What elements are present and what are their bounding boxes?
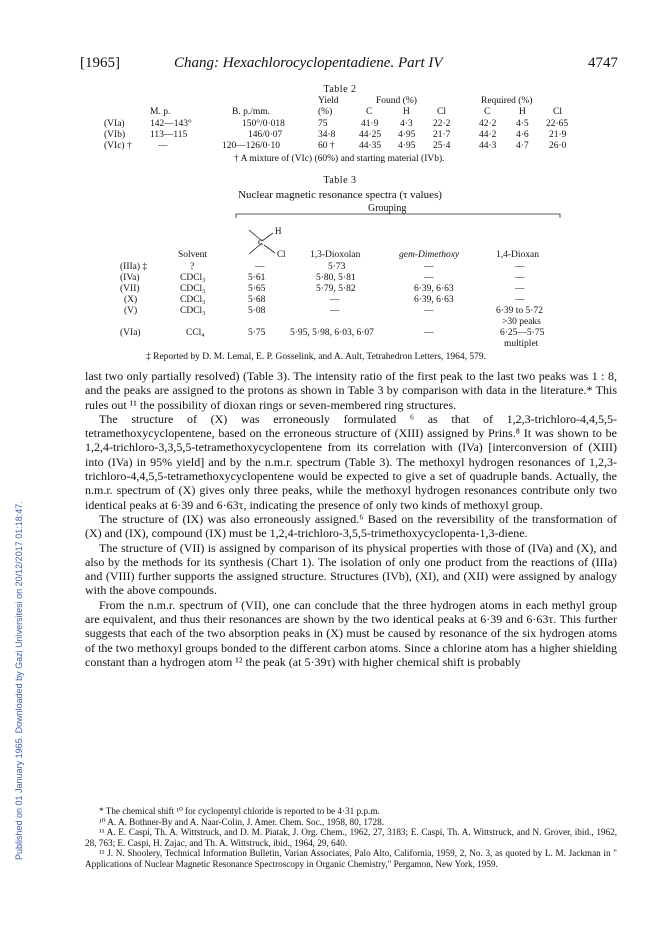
table3-row1-dioxolan: 5·73 [328, 262, 346, 272]
table2-row1-found-h: 4·3 [400, 119, 413, 129]
table3-row3-gem: 6·39, 6·63 [414, 284, 454, 294]
table2-row1-found-c: 41·9 [361, 119, 379, 129]
table2-row3-compound: (VIc) † [104, 141, 132, 151]
table3-row1-compound: (IIIa) ‡ [120, 262, 148, 272]
table2-head-req-c: C [484, 107, 491, 117]
table2-head-required: Required (%) [481, 96, 533, 106]
table3-row2-dioxolan: 5·80, 5·81 [316, 273, 356, 283]
table3-row5-dioxolan: — [330, 306, 340, 316]
table2-row2-compound: (VIb) [104, 130, 126, 140]
table3-row5-dioxan: 6·39 to 5·72 [496, 306, 543, 316]
table3-row6-gem: — [424, 328, 434, 338]
table2-row3-bp: 120—126/0·10 [222, 141, 281, 151]
table2-row2-found-c: 44·25 [359, 130, 382, 140]
table2-row3-found-c: 44·35 [359, 141, 382, 151]
header-year: [1965] [80, 55, 120, 71]
table3-struct-h: H [275, 226, 282, 236]
table3-row2-solvent: CDCl₃ [180, 273, 206, 283]
table2-row1-found-cl: 22·2 [433, 119, 451, 129]
table3-struct-c: C [258, 238, 264, 247]
table2-row1-req-cl: 22·65 [546, 119, 569, 129]
table2-head-found-h: H [403, 107, 410, 117]
table3-footnote: ‡ Reported by D. M. Lemal, E. P. Gosselink, and A. Ault, Tetrahedron Letters, 1964, 579. [146, 352, 487, 362]
table3-head-solvent: Solvent [178, 250, 208, 260]
table2-row2-req-cl: 21·9 [549, 130, 567, 140]
footnotes [85, 806, 617, 870]
table2-row2-mp: 113—115 [150, 130, 188, 140]
table3-row4-gem: 6·39, 6·63 [414, 295, 454, 305]
table2-row2-found-h: 4·95 [398, 130, 416, 140]
table2-title: Table 2 [323, 84, 357, 95]
table2-head-found-cl: Cl [437, 107, 446, 117]
table3-row5-ch: 5·08 [248, 306, 266, 316]
table2-row3-req-c: 44·3 [479, 141, 497, 151]
table2-row3-mp: — [158, 141, 168, 151]
table3-grouping-brace [236, 214, 560, 218]
table2-row1-req-c: 42·2 [479, 119, 497, 129]
table3-row6-dioxan: 6·25—5·75 [500, 328, 545, 338]
table3-row6-dioxan-note: multiplet [504, 339, 539, 349]
table2-row2-bp: 146/0·07 [248, 130, 283, 140]
table2-row1-mp: 142—143° [150, 119, 192, 129]
table3-row6-ch: 5·75 [248, 328, 266, 338]
table2-row3-req-h: 4·7 [516, 141, 529, 151]
table3-subtitle: Nuclear magnetic resonance spectra (τ values) [238, 189, 442, 201]
table3-row6-dioxolan: 5·95, 5·98, 6·03, 6·07 [290, 328, 374, 338]
table3-struct-bond-2 [262, 233, 273, 241]
table3-row4-dioxan: — [515, 295, 525, 305]
table3-head-dioxan: 1,4-Dioxan [496, 250, 540, 260]
paragraph-5: From the n.m.r. spectrum of (VII), one can conclude that the three hydrogen atoms in each methyl group are equivalent, and thus their resonances are shown by the two identical peaks at 6·39 and 6·63τ. This further suggests that each of the two absorption peaks in (X) must be caused by resonance of the six hydrogen atoms of the two methoxyl groups bonded to the different carbon atoms. Since a chlorine atom has a higher shielding constant than a hydrogen atom ¹² the peak (at 5·39τ) with higher chemical shift is probably [85, 597, 617, 669]
table3-row1-gem: — [424, 262, 434, 272]
table3-row2-gem: — [424, 273, 434, 283]
table2-row3-yield: 60 † [318, 141, 335, 151]
footnote-10: ¹⁰ A. A. Bothner-By and A. Naar-Colin, J. Amer. Chem. Soc., 1958, 80, 1728. [99, 816, 384, 827]
table2-head-found-c: C [366, 107, 373, 117]
table2-row2-req-c: 44·2 [479, 130, 497, 140]
table3-row1-ch: — [255, 262, 265, 272]
body-text [85, 369, 617, 669]
table2-head-yield-unit: (%) [318, 107, 333, 117]
table2-row3-found-h: 4·95 [398, 141, 416, 151]
table3-row4-dioxolan: — [330, 295, 340, 305]
table2-row1-bp: 150°/0·018 [242, 119, 285, 129]
table3-row3-solvent: CDCl₃ [180, 284, 206, 294]
table3-row2-compound: (IVa) [120, 273, 140, 283]
paragraph-4: The structure of (VII) is assigned by comparison of its physical properties with those of (IVa) and (X), and also by the methods for its synthesis (Chart 1). The isolation of only one product from the reactions of (IIIa) and (VIII) further supports the assigned structure. Structures (IVb), (XI), and (XII) were assigned by analogy with the above compounds. [85, 540, 617, 598]
table3-row4-ch: 5·68 [248, 295, 266, 305]
table3-row6-compound: (VIa) [120, 328, 141, 338]
table2-row1-req-h: 4·5 [516, 119, 529, 129]
table3-row3-dioxan: — [515, 284, 525, 294]
table3-struct-cl: Cl [277, 249, 286, 259]
paragraph-2: The structure of (X) was erroneously formulated ⁶ as that of 1,2,3-trichloro-4,4,5,5-tetramethoxycyclopentene, based on the erroneous structure of (XIII) assigned by Prins.⁸ It was shown to be 1,2,4-trichloro-3,3,5,5-tetramethoxycyclopentene from its correlation with (IVa) [interconversion of (XIII) into (IVa) in 95% yield] and by the n.m.r. spectrum (Table 3). The methoxyl hydrogen resonances of 1,2,3-trichloro-4,4,5,5-tetramethoxycyclopentene would be expected to give a set of quadruple bands. Actually, the n.m.r. spectrum of (X) gives only three peaks, while the methoxyl hydrogen resonances contribute only two identical peaks at 6·39 and 6·63τ, indicating the presence of only two kinds of methoxyl group. [85, 411, 617, 512]
table3-grouping: Grouping [368, 203, 407, 214]
table3-title: Table 3 [323, 175, 357, 186]
header-page-number: 4747 [588, 55, 618, 71]
table3-row1-dioxan: — [515, 262, 525, 272]
table2-row1-compound: (VIa) [104, 119, 125, 129]
table3-row3-ch: 5·65 [248, 284, 266, 294]
table2-row2-yield: 34·8 [318, 130, 336, 140]
table2-head-mp: M. p. [150, 107, 171, 117]
download-watermark-text: Published on 01 January 1965. Downloaded by Gazi Universitesi on 20/12/2017 01:18:47. [14, 501, 24, 860]
table2-row1-yield: 75 [318, 119, 328, 129]
table2-row3-found-cl: 25·4 [433, 141, 451, 151]
table2-head-yield: Yield [318, 96, 339, 106]
paragraph-3: The structure of (IX) was also erroneously assigned.⁶ Based on the reversibility of the transformation of (X) and (IX), compound (IX) must be 1,2,4-trichloro-3,5,5-trimethoxycyclopenta-1,3-diene. [85, 511, 617, 541]
table2-head-req-h: H [519, 107, 526, 117]
table3-row1-solvent: ? [190, 262, 195, 272]
table3-row5-dioxan-note: >30 peaks [502, 317, 541, 327]
footnote-12: ¹² J. N. Shoolery, Technical Information Bulletin, Varian Associates, Palo Alto, California, 1959, 2, No. 3, as quoted by L. M. Jackman in " Applications of Nuclear Magnetic Resonance Spectroscopy in Organic Chemistry," Pergamon, New York, 1959. [85, 848, 617, 869]
table3-row4-compound: (X) [124, 295, 138, 305]
table3-head-gem-dimethoxy: gem-Dimethoxy [399, 250, 460, 260]
table3-row2-dioxan: — [515, 273, 525, 283]
table2-row2-found-cl: 21·7 [433, 130, 451, 140]
footnote-star: * The chemical shift ¹⁰ for cyclopentyl chloride is reported to be 4·31 p.p.m. [99, 806, 380, 816]
table3-row5-solvent: CDCl₃ [180, 306, 206, 316]
table2-row3-req-cl: 26·0 [549, 141, 567, 151]
table3-row4-solvent: CDCl₃ [180, 295, 206, 305]
footnote-11: ¹¹ A. E. Caspi, Th. A. Wittstruck, and D. M. Piatak, J. Org. Chem., 1962, 27, 3183; E. Caspi, Th. A. Wittstruck, and N. Grover, ibid., 1962, 28, 763; E. Caspi, H. Zajac, and Th. A. Wittstruck, ibid., 1964, 29, 640. [85, 827, 617, 848]
table3-head-dioxolan: 1,3-Dioxolan [310, 250, 361, 260]
table3-row6-solvent: CCl₄ [186, 328, 205, 338]
table2-footnote: † A mixture of (VIc) (60%) and starting material (IVb). [234, 154, 445, 164]
table3-row3-dioxolan: 5·79, 5·82 [316, 284, 356, 294]
paragraph-1: last two only partially resolved) (Table 3). The intensity ratio of the first peak to the last two peaks was 1 : 8, and the peaks are assigned to the protons as shown in Table 3 by comparison with data in the literature.* This rules out ¹¹ the possibility of dioxan rings or seven-membered ring structures. [85, 369, 617, 412]
table3-struct-bond-4 [264, 245, 275, 253]
header-title: Chang: Hexachlorocyclopentadiene. Part IV [174, 55, 443, 71]
table3-row5-gem: — [424, 306, 434, 316]
table3-row5-compound: (V) [124, 306, 138, 316]
table3-row2-ch: 5·61 [248, 273, 266, 283]
table2-row2-req-h: 4·6 [516, 130, 529, 140]
table2-head-bp: B. p./mm. [232, 107, 271, 117]
table2-head-found: Found (%) [376, 96, 417, 106]
table3-row3-compound: (VII) [120, 284, 140, 294]
table2-head-req-cl: Cl [553, 107, 562, 117]
